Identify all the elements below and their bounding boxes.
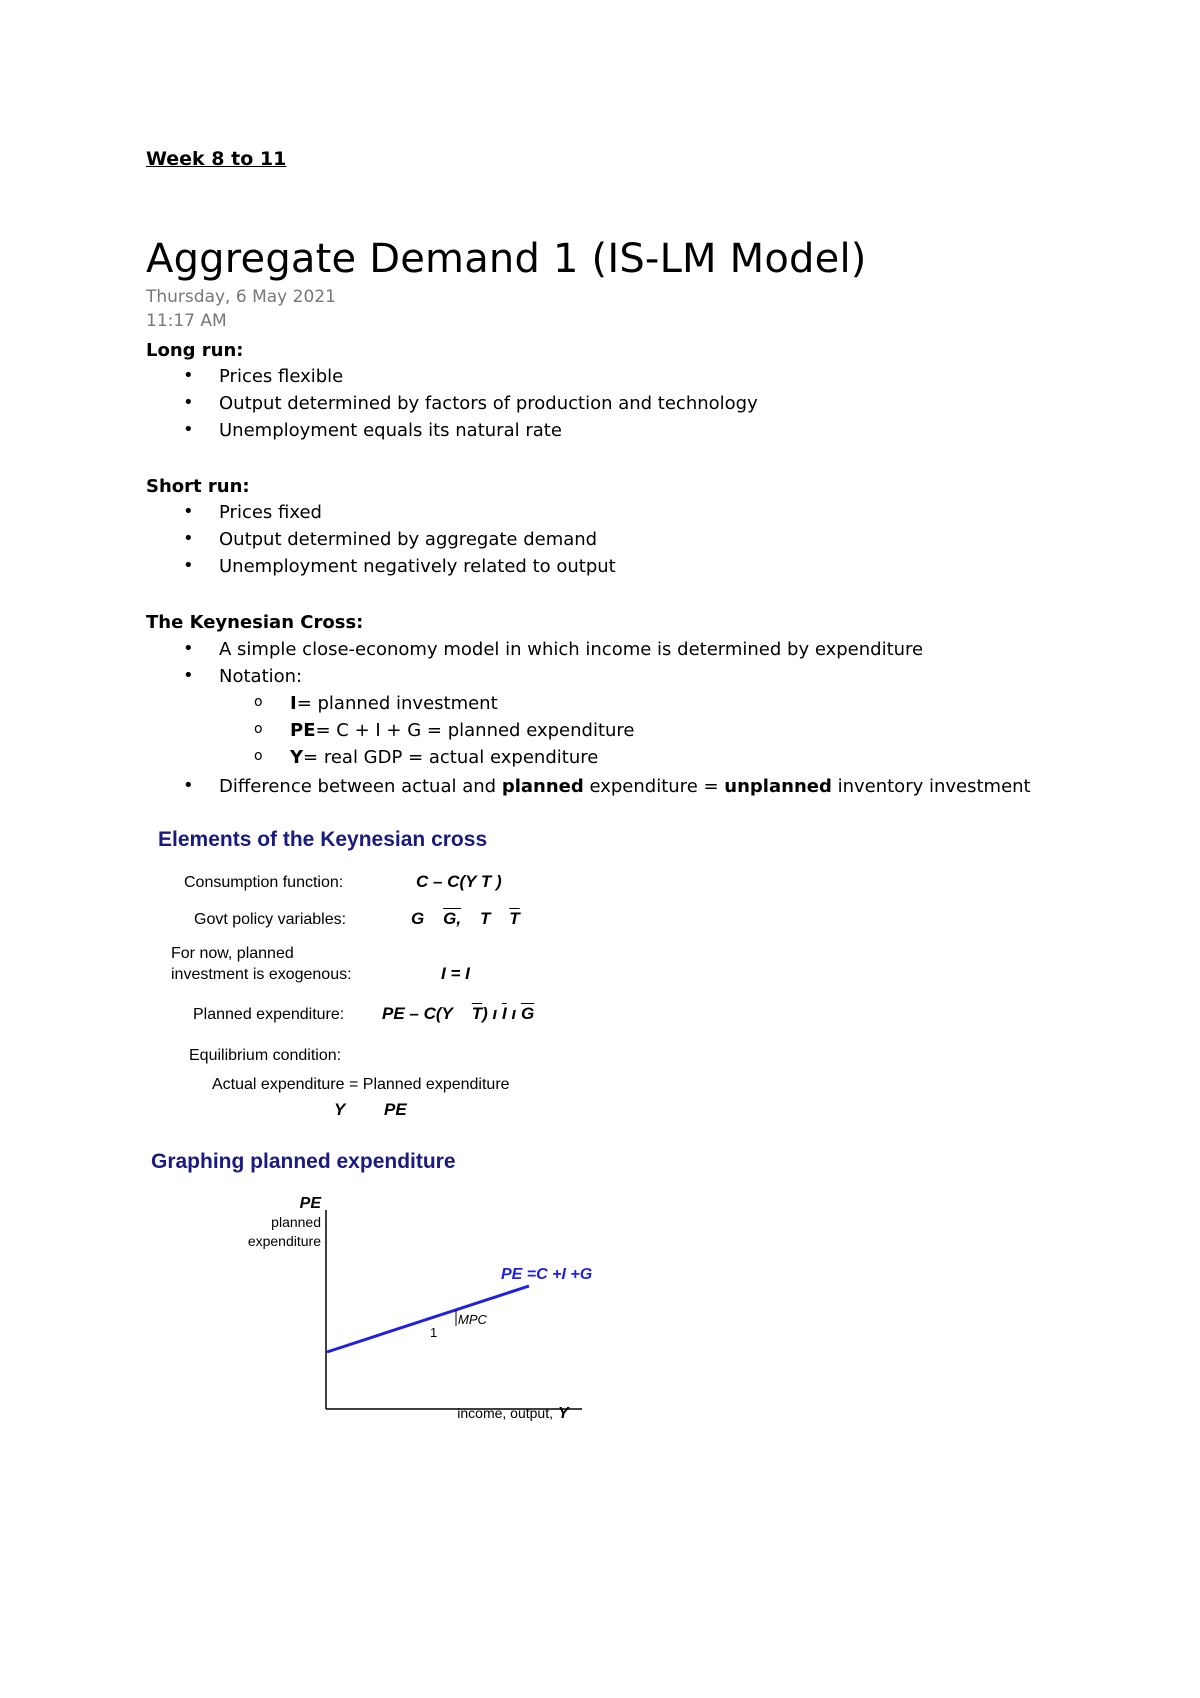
list-item: Output determined by aggregate demand: [219, 529, 598, 550]
equilibrium-y: Y: [334, 1100, 346, 1119]
bullet-icon: •: [183, 392, 194, 413]
keynesian-heading: The Keynesian Cross:: [146, 612, 364, 633]
investment-label-line1: For now, planned: [171, 945, 294, 962]
equilibrium-text: Actual expenditure = Planned expenditure: [212, 1076, 510, 1093]
slope-label: MPC: [458, 1312, 487, 1327]
y-axis-label-line1: planned: [271, 1214, 321, 1230]
list-item: A simple close-economy model in which income is determined by expenditure: [219, 639, 924, 660]
page-time: 11:17 AM: [146, 311, 227, 331]
pe-label: Planned expenditure:: [193, 1006, 345, 1023]
page-title: Aggregate Demand 1 (IS-LM Model): [146, 236, 867, 282]
equilibrium-label: Equilibrium condition:: [189, 1047, 342, 1064]
circle-bullet-icon: o: [254, 721, 263, 737]
long-run-heading: Long run:: [146, 340, 244, 361]
list-item: Unemployment negatively related to output: [219, 556, 616, 577]
notation-item: Y= real GDP = actual expenditure: [290, 747, 599, 768]
y-axis-label-line2: expenditure: [247, 1233, 321, 1249]
list-item: Unemployment equals its natural rate: [219, 420, 562, 441]
list-item: Prices fixed: [219, 502, 322, 523]
page-date: Thursday, 6 May 2021: [146, 287, 336, 307]
pe-graph: [220, 1190, 640, 1430]
pe-line: [327, 1286, 529, 1352]
govt-label: Govt policy variables:: [194, 911, 347, 928]
week-heading: Week 8 to 11: [146, 148, 287, 170]
list-item: Notation:: [219, 666, 303, 687]
govt-equation: G G, T $\overline{T}$: [411, 909, 520, 928]
notation-item: PE= C + I + G = planned expenditure: [290, 720, 635, 741]
investment-equation: I = I: [441, 964, 470, 983]
notation-item: I= planned investment: [290, 693, 498, 714]
bullet-icon: •: [183, 638, 194, 659]
bullet-icon: •: [183, 365, 194, 386]
bullet-icon: •: [183, 501, 194, 522]
equilibrium-pe: PE: [384, 1100, 407, 1119]
circle-bullet-icon: o: [254, 694, 263, 710]
bullet-icon: •: [183, 555, 194, 576]
bullet-icon: •: [183, 775, 194, 796]
x-axis-label: income, output,: [457, 1405, 553, 1421]
consumption-equation: C – C(Y T ): [416, 872, 502, 891]
x-axis-symbol: Y: [558, 1405, 569, 1422]
bullet-icon: •: [183, 419, 194, 440]
circle-bullet-icon: o: [254, 748, 263, 764]
pe-equation: PE – C(Y $\overline{T}$) ı $\overline{I}$ ı $\overline{G}$: [382, 1004, 535, 1023]
investment-label-line2: investment is exogenous:: [171, 966, 352, 983]
y-axis-symbol: PE: [299, 1195, 321, 1212]
difference-item: Difference between actual and planned expenditure = unplanned inventory investment: [219, 776, 1031, 797]
list-item: Output determined by factors of production and technology: [219, 393, 758, 414]
bullet-icon: •: [183, 528, 194, 549]
pe-line-label: PE =C +I +G: [501, 1266, 593, 1283]
elements-title: Elements of the Keynesian cross: [158, 828, 488, 851]
bullet-icon: •: [183, 665, 194, 686]
graph-title: Graphing planned expenditure: [151, 1150, 456, 1173]
list-item: Prices flexible: [219, 366, 344, 387]
run-label: 1: [430, 1325, 438, 1340]
consumption-label: Consumption function:: [184, 874, 344, 891]
short-run-heading: Short run:: [146, 476, 250, 497]
